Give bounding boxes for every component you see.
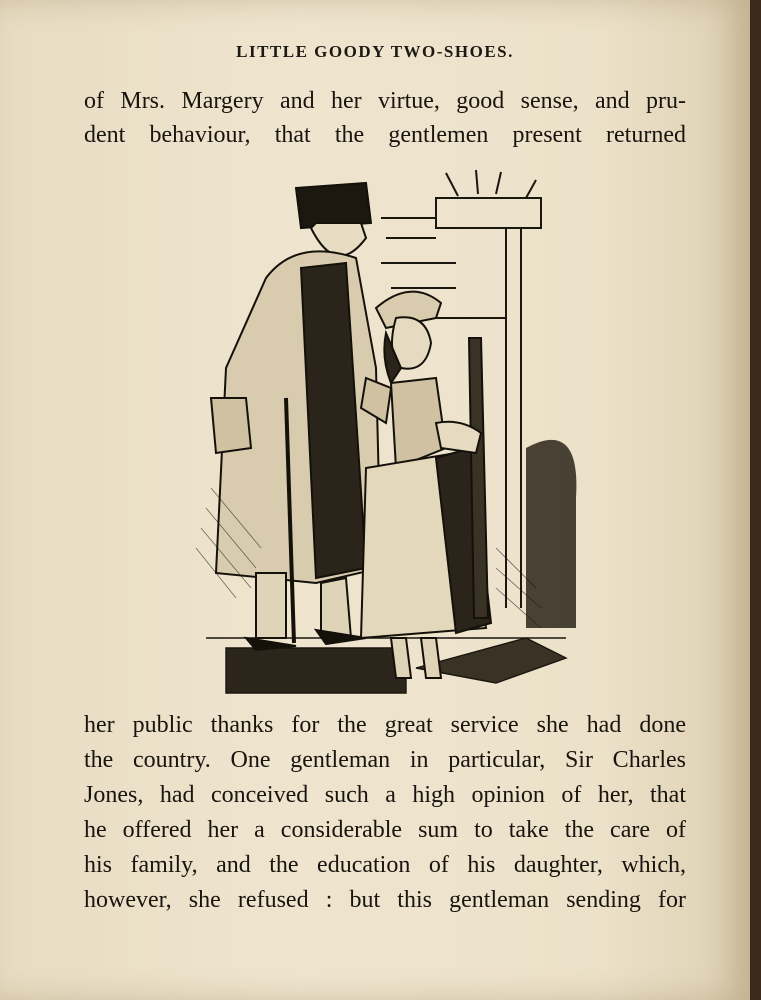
woodcut-illustration bbox=[196, 168, 586, 698]
running-head: LITTLE GOODY TWO-SHOES. bbox=[236, 42, 514, 61]
text-line-5: Jones, had conceived such a high opinion of her, that bbox=[84, 782, 686, 808]
text-line-2: dent behaviour, that the gentlemen present returned bbox=[84, 122, 686, 148]
text-line-3: her public thanks for the great service she had done bbox=[84, 712, 686, 738]
text-line-4: the country. One gentleman in particular, Sir Charles bbox=[84, 747, 686, 773]
text-line-6: he offered her a considerable sum to take the care of bbox=[84, 817, 686, 843]
text-line-7: his family, and the education of his daughter, which, bbox=[84, 852, 686, 878]
text-line-8: however, she refused : but this gentleman sending for bbox=[84, 887, 686, 913]
text-line-1: of Mrs. Margery and her virtue, good sense, and pru- bbox=[84, 88, 686, 114]
